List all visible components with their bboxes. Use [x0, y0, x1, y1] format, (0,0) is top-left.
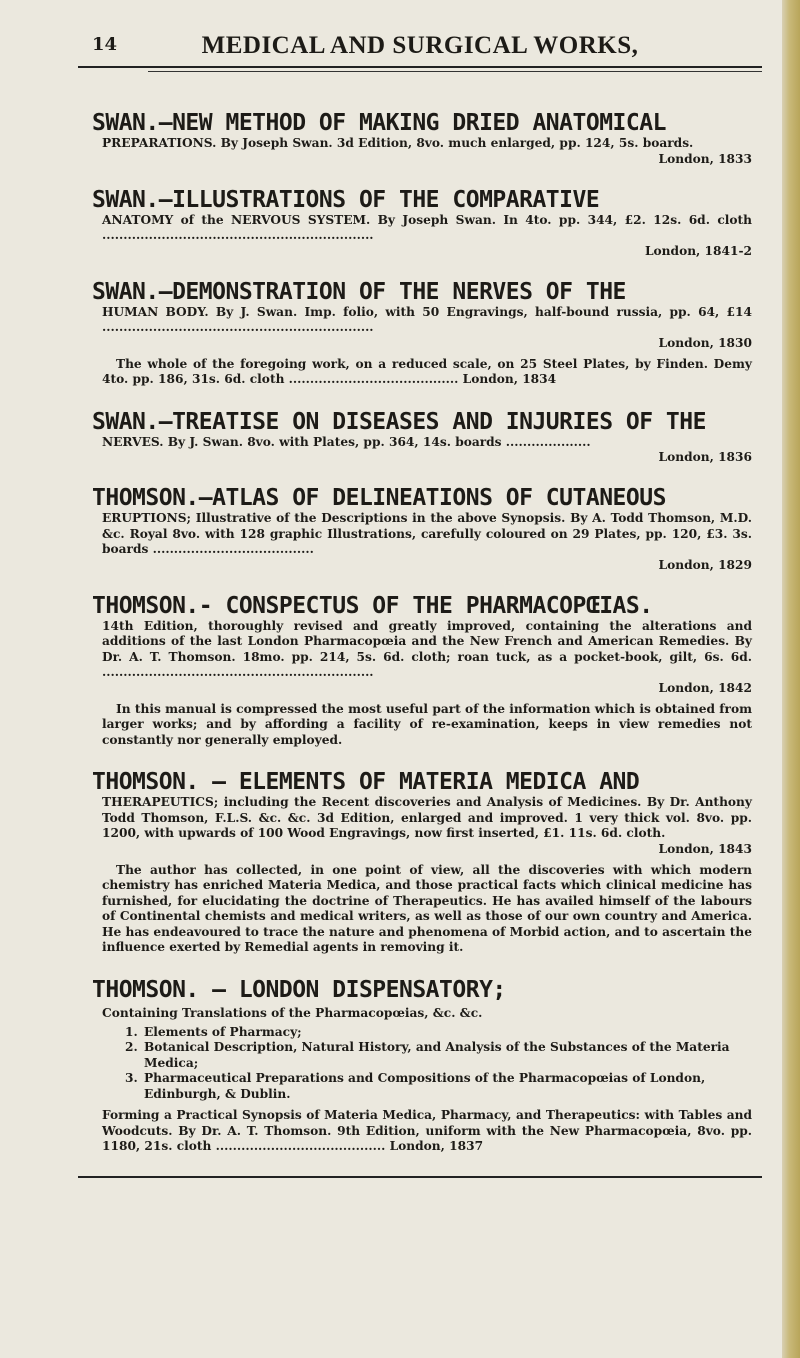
- entry-imprint: London, 1841-2: [644, 243, 752, 258]
- entry-thomson-dispensatory: [92, 977, 752, 1155]
- entry-imprint: London, 1843: [658, 841, 752, 856]
- entry-thomson-atlas: [92, 485, 752, 572]
- entry-thomson-materia-medica: [92, 769, 752, 956]
- entry-heading: SWAN.–NEW METHOD OF MAKING DRIED ANATOMICAL: [92, 110, 666, 136]
- entry-imprint: London, 1833: [658, 151, 752, 166]
- entry-heading: THOMSON.–ATLAS OF DELINEATIONS OF CUTANEOUS: [92, 485, 666, 511]
- page-number: 14: [92, 34, 118, 55]
- page-header: [78, 32, 762, 68]
- list-item: 1. Elements of Pharmacy;: [142, 1025, 752, 1041]
- contents-list: [92, 1025, 752, 1103]
- entry-description: HUMAN BODY. By J. Swan. Imp. folio, with 50 Engravings, half-bound russia, pp. 64, £14 ................................................................: [102, 304, 752, 334]
- entry-heading: THOMSON. – ELEMENTS OF MATERIA MEDICA AND: [92, 769, 640, 795]
- entry-swan-dried-preparations: [92, 110, 752, 166]
- entry-note: In this manual is compressed the most useful part of the information which is obtained from larger works; and by affording a facility of re-examination, keeps in view remedies not constantly nor generally employed.: [102, 701, 752, 747]
- entry-imprint: London, 1829: [658, 557, 752, 572]
- entry-thomson-conspectus: [92, 593, 752, 749]
- entry-description: Forming a Practical Synopsis of Materia Medica, Pharmacy, and Therapeutics: with Tables and Woodcuts. By Dr. A. T. Thomson. 9th Edition, uniform with the New Pharmacopœia, 8vo. pp. 1180, 21s. cloth ........................................ London, 1837: [102, 1108, 752, 1153]
- entry-note: The whole of the foregoing work, on a reduced scale, on 25 Steel Plates, by Finden. Demy 4to. pp. 186, 31s. 6d. cloth ........................................ London, 1834: [102, 356, 752, 386]
- list-item: 3. Pharmaceutical Preparations and Compositions of the Pharmacopœias of London, Edinburgh, & Dublin.: [142, 1071, 752, 1102]
- entry-heading: THOMSON. – LONDON DISPENSATORY;: [92, 976, 506, 1003]
- entry-swan-comparative-anatomy: [92, 187, 752, 258]
- entry-swan-demonstration-nerves: [92, 279, 752, 388]
- entry-note: The author has collected, in one point of view, all the discoveries with which modern chemistry has enriched Materia Medica, and those practical facts which clinical medicine has furnished, for elucidating the doctrine of Therapeutics. He has availed himself of the labours of Continental chemists and medical writers, as well as those of our own country and America. He has endeavoured to trace the nature and phenomena of Morbid action, and to ascertain the influence exerted by Remedial agents in removing it.: [102, 862, 753, 954]
- entry-heading: SWAN.–DEMONSTRATION OF THE NERVES OF THE: [92, 278, 626, 305]
- running-title: MEDICAL AND SURGICAL WORKS,: [201, 32, 639, 59]
- entry-intro: Containing Translations of the Pharmacopœias, &c. &c.: [102, 1005, 483, 1020]
- page-edge: [782, 0, 800, 1358]
- entry-description: PREPARATIONS. By Joseph Swan. 3d Edition, 8vo. much enlarged, pp. 124, 5s. boards.: [102, 136, 694, 150]
- entry-imprint: London, 1842: [658, 680, 752, 695]
- entry-swan-treatise-nerves: [92, 409, 752, 465]
- catalogue-entries: [78, 72, 762, 1155]
- footer-rule: [78, 1176, 762, 1178]
- entry-imprint: London, 1830: [658, 335, 752, 350]
- list-item: 2. Botanical Description, Natural History, and Analysis of the Substances of the Materia Medica;: [142, 1040, 752, 1071]
- entry-description: ERUPTIONS; Illustrative of the Descriptions in the above Synopsis. By A. Todd Thomson, M.D. &c. Royal 8vo. with 128 graphic Illustrations, carefully coloured on 29 Plates, pp. 120, £3. 3s. boards ......................................: [102, 511, 752, 556]
- entry-heading: SWAN.–TREATISE ON DISEASES AND INJURIES OF THE: [92, 408, 706, 435]
- entry-description: NERVES. By J. Swan. 8vo. with Plates, pp. 364, 14s. boards ....................: [102, 434, 591, 449]
- entry-description: ANATOMY of the NERVOUS SYSTEM. By Joseph Swan. In 4to. pp. 344, £2. 12s. 6d. cloth ................................................................: [102, 212, 752, 242]
- entry-heading: THOMSON.- CONSPECTUS OF THE PHARMACOPŒIAS.: [92, 592, 653, 619]
- entry-description: 14th Edition, thoroughly revised and greatly improved, containing the alterations and additions of the last London Pharmacopœia and the New French and American Remedies. By Dr. A. T. Thomson. 18mo. pp. 214, 5s. 6d. cloth; roan tuck, as a pocket-book, gilt, 6s. 6d. ................................................................: [102, 618, 752, 679]
- page-content: [78, 32, 762, 1178]
- entry-imprint: London, 1836: [658, 450, 752, 464]
- entry-description: THERAPEUTICS; including the Recent discoveries and Analysis of Medicines. By Dr. Anthony Todd Thomson, F.L.S. &c. &c. 3d Edition, enlarged and improved. 1 very thick vol. 8vo. pp. 1200, with upwards of 100 Wood Engravings, now first inserted, £1. 11s. 6d. cloth.: [102, 795, 752, 840]
- entry-heading: SWAN.–ILLUSTRATIONS OF THE COMPARATIVE: [92, 186, 600, 213]
